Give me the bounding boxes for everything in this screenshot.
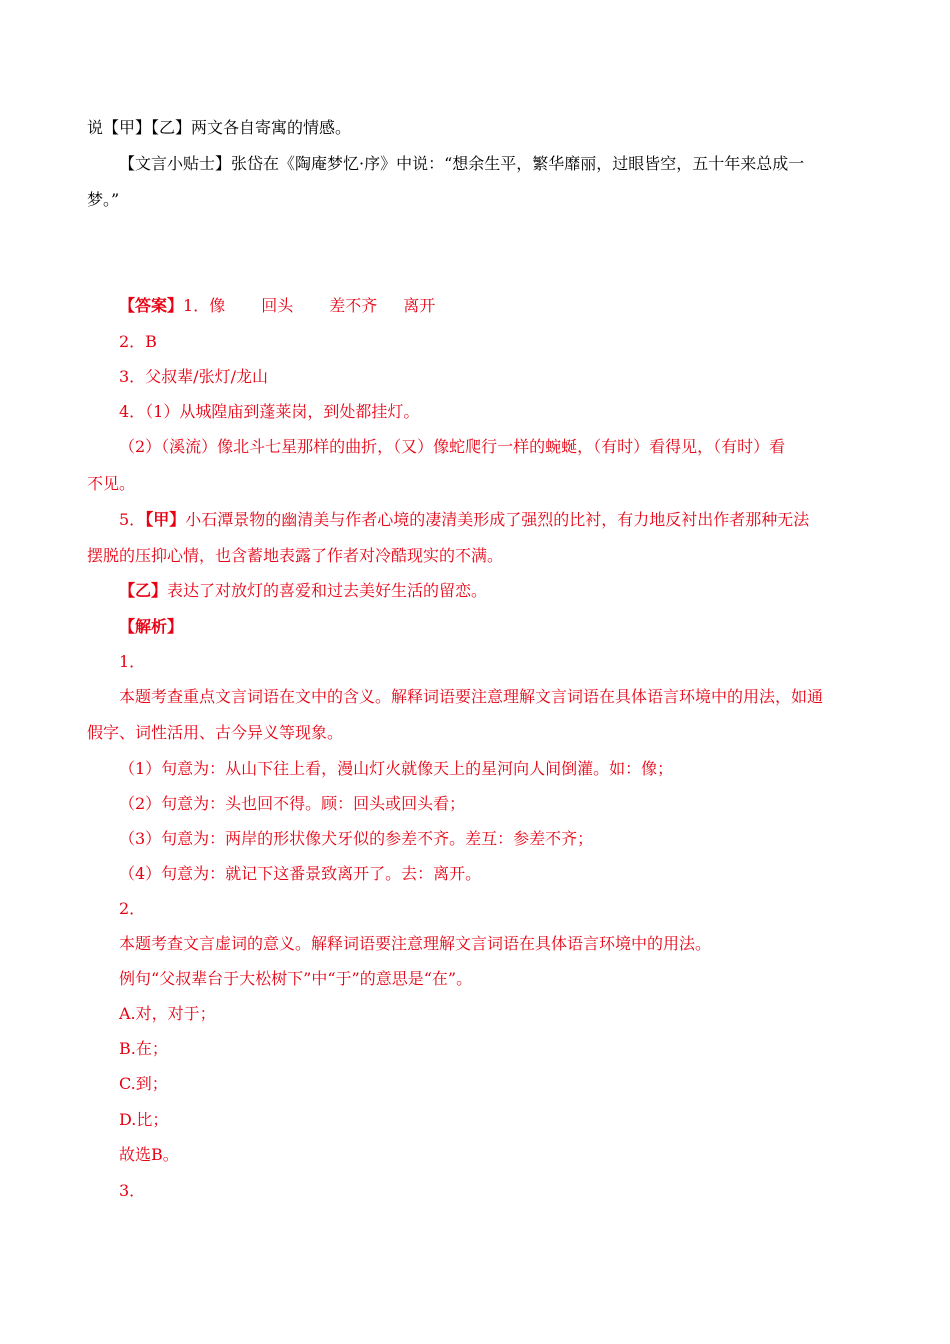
analysis-option-c: C.到；	[119, 1074, 168, 1093]
analysis-option-a: A.对，对于；	[119, 1004, 216, 1023]
answer-q5-jia	[119, 510, 809, 530]
analysis-label: 【解析】	[119, 617, 184, 636]
tip-line-cont: 梦。”	[87, 190, 120, 209]
answer-q2: 2．B	[119, 332, 157, 351]
answer-q4-1: 4．（1）从城隍庙到蓬莱岗，到处都挂灯。	[119, 402, 420, 421]
answer-q5-yi-label: 【乙】	[119, 581, 168, 600]
answer-q5-jia-cont: 摆脱的压抑心情，也含蓄地表露了作者对冷酷现实的不满。	[87, 546, 504, 565]
analysis-s1: （1）句意为：从山下往上看，漫山灯火就像天上的星河向人间倒灌。如：像；	[119, 759, 674, 778]
analysis-p2-example: 例句“父叔辈台于大松树下”中“于”的意思是“在”。	[119, 969, 473, 988]
answer-q4-2-cont: 不见。	[87, 474, 136, 493]
answer-q4-2: （2）（溪流）像北斗七星那样的曲折，（又）像蛇爬行一样的蜿蜒，（有时）看得见，（有时）看	[119, 437, 786, 456]
answer-q1-item: 离开	[403, 296, 436, 315]
tip-line	[119, 154, 804, 174]
tip-text: 张岱在《陶庵梦忆·序》中说：“想余生平，繁华靡丽，过眼皆空，五十年来总成一	[231, 154, 805, 173]
answer-q5-yi-text: 表达了对放灯的喜爱和过去美好生活的留恋。	[167, 581, 488, 600]
answer-q5-prefix: 5．	[119, 510, 146, 529]
analysis-p1-cont: 假字、词性活用、古今异义等现象。	[87, 723, 344, 742]
analysis-p1: 本题考查重点文言词语在文中的含义。解释词语要注意理解文言词语在具体语言环境中的用法，如通	[119, 687, 824, 706]
analysis-s4: （4）句意为：就记下这番景致离开了。去：离开。	[119, 864, 482, 883]
analysis-option-d: D.比；	[119, 1110, 169, 1129]
answer-q1-item: 像	[209, 296, 226, 315]
answer-q5-yi	[119, 581, 487, 601]
answer-q1-item: 差不齐	[329, 296, 378, 315]
analysis-n2: 2．	[119, 899, 146, 918]
answer-q5-jia-text: 小石潭景物的幽清美与作者心境的凄清美形成了强烈的比衬，有力地反衬出作者那种无法	[185, 510, 810, 529]
intro-line: 说【甲】【乙】两文各自寄寓的情感。	[87, 118, 352, 137]
answer-q3: 3．父叔辈/张灯/龙山	[119, 367, 268, 386]
analysis-n1: 1．	[119, 652, 146, 671]
answer-label: 【答案】	[119, 296, 184, 315]
analysis-p2: 本题考查文言虚词的意义。解释词语要注意理解文言词语在具体语言环境中的用法。	[119, 934, 712, 953]
analysis-s2: （2）句意为：头也回不得。顾：回头或回头看；	[119, 794, 466, 813]
analysis-choice: 故选B。	[119, 1145, 179, 1164]
answer-q1-item: 回头	[261, 296, 294, 315]
answer-q5-jia-label: 【甲】	[145, 510, 186, 529]
answer-q1-prefix: 1．	[183, 296, 210, 315]
analysis-n3: 3．	[119, 1181, 146, 1200]
analysis-s3: （3）句意为：两岸的形状像犬牙似的参差不齐。差互：参差不齐；	[119, 829, 594, 848]
answer-q1	[119, 296, 435, 316]
tip-label: 【文言小贴士】	[119, 154, 232, 173]
analysis-option-b: B.在；	[119, 1039, 168, 1058]
